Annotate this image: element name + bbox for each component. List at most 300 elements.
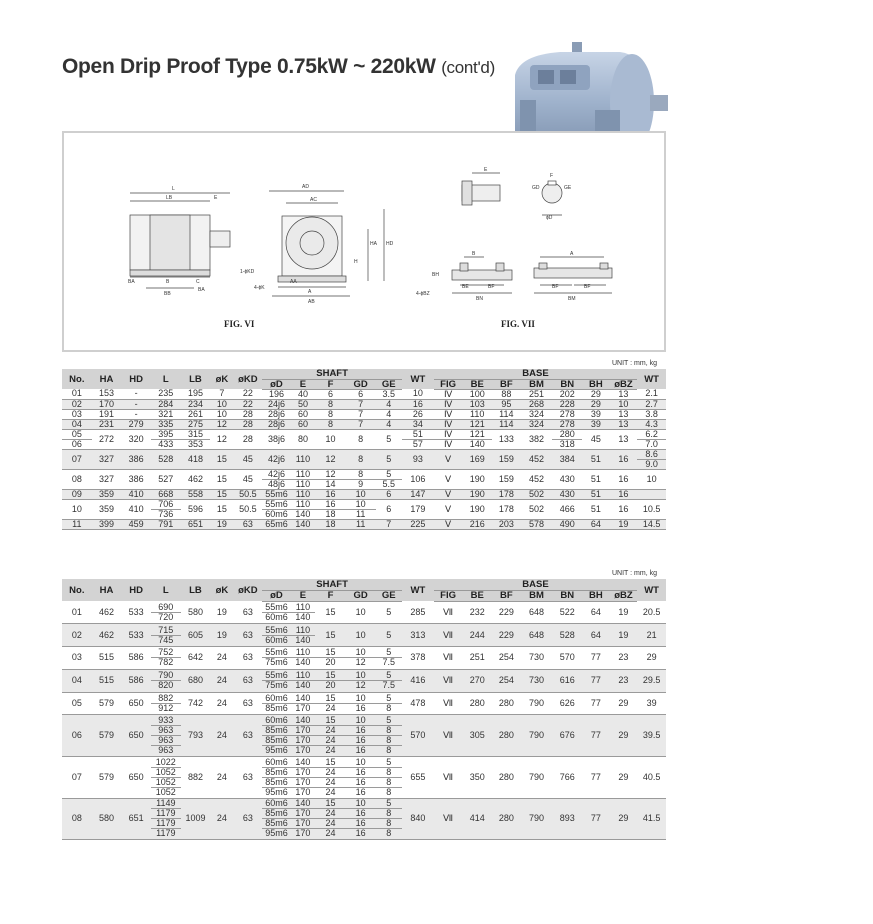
cell-ge: 7 bbox=[376, 519, 403, 529]
th2-bf: BF bbox=[492, 590, 521, 601]
cell-be: 140 bbox=[462, 439, 492, 449]
cell-gd-line: 16 bbox=[346, 726, 376, 736]
cell-f bbox=[315, 692, 346, 715]
label-bf-left: BF bbox=[552, 284, 559, 290]
cell-gd-line: 12 bbox=[355, 680, 366, 691]
cell-d-line: 95m6 bbox=[265, 745, 288, 756]
th-shaft: SHAFT bbox=[262, 369, 402, 379]
cell-e-line: 140 bbox=[295, 634, 311, 645]
label-c: C bbox=[196, 279, 200, 285]
cell-l-line: 1179 bbox=[151, 809, 181, 819]
cell-f-line: 20 bbox=[325, 657, 336, 668]
label-ba: BA bbox=[128, 279, 135, 285]
cell-kd: 22 bbox=[234, 389, 263, 399]
cell-be: 121 bbox=[462, 429, 492, 439]
label-shaft-e: E bbox=[484, 167, 488, 173]
cell-l-line: 690 bbox=[151, 603, 181, 613]
cell-bm: 790 bbox=[521, 757, 553, 799]
th2-bn: BN bbox=[552, 590, 582, 601]
th-wt: WT bbox=[402, 369, 434, 389]
cell-f: 15 bbox=[315, 624, 346, 647]
cell-d-line: 55m6 bbox=[262, 603, 291, 613]
cell-no: 05 bbox=[62, 429, 92, 439]
cell-gd-line: 16 bbox=[346, 778, 376, 788]
table-row bbox=[62, 624, 666, 647]
th-bz: øBZ bbox=[610, 379, 638, 389]
cell-ha: 462 bbox=[92, 601, 122, 624]
cell-ge-line: 8 bbox=[386, 745, 392, 756]
cell-lb: 742 bbox=[181, 692, 211, 715]
cell-d bbox=[262, 757, 291, 799]
cell-e-line: 170 bbox=[291, 778, 315, 788]
cell-l bbox=[151, 715, 181, 757]
cell-d: 28ϳ6 bbox=[262, 409, 291, 419]
cell-gd: 10 bbox=[346, 489, 376, 499]
cell-l bbox=[151, 669, 181, 692]
label-base-a: A bbox=[570, 251, 574, 257]
cell-wt: 313 bbox=[402, 624, 434, 647]
cell-d-line: 60m6 bbox=[262, 694, 291, 704]
cell-gd-line: 16 bbox=[355, 786, 366, 797]
cell-l: 235 bbox=[151, 389, 181, 399]
cell-bm: 502 bbox=[521, 499, 553, 519]
cell-bz: 23 bbox=[610, 647, 638, 670]
cell-k: 24 bbox=[210, 692, 233, 715]
cell-k: 10 bbox=[210, 399, 233, 409]
cell-bm: 324 bbox=[521, 419, 553, 429]
cell-bz: 29 bbox=[610, 692, 638, 715]
cell-bz: 19 bbox=[610, 519, 638, 529]
cell-wt: 225 bbox=[402, 519, 434, 529]
cell-fig: Ⅶ bbox=[434, 647, 463, 670]
cell-ge-line: 5 bbox=[376, 799, 403, 809]
cell-wt2: 4.3 bbox=[637, 419, 666, 429]
th2-shaft: SHAFT bbox=[262, 579, 402, 590]
cell-k: 24 bbox=[210, 798, 233, 840]
th2-wt2: WT bbox=[637, 579, 666, 601]
cell-kd: 63 bbox=[234, 601, 263, 624]
cell-be: 216 bbox=[462, 519, 492, 529]
cell-d-line: 55m6 bbox=[262, 648, 291, 658]
cell-ge-line: 8 bbox=[376, 809, 403, 819]
cell-e: 80 bbox=[291, 429, 315, 449]
cell-f-line: 24 bbox=[325, 828, 336, 839]
cell-l-line: 1052 bbox=[155, 786, 176, 797]
cell-fig: Ⅴ bbox=[434, 469, 463, 489]
cell-kd: 63 bbox=[234, 669, 263, 692]
cell-no: 06 bbox=[62, 439, 92, 449]
cell-d-line: 55m6 bbox=[262, 626, 291, 636]
cell-wt2: 41.5 bbox=[637, 798, 666, 840]
cell-bf: 280 bbox=[492, 692, 521, 715]
cell-ge: 5.5 bbox=[376, 479, 403, 489]
cell-ge-line: 5 bbox=[376, 758, 403, 768]
cell-l: 528 bbox=[151, 449, 181, 469]
cell-l bbox=[151, 757, 181, 799]
th2-ge: GE bbox=[376, 590, 403, 601]
cell-be: 280 bbox=[462, 692, 492, 715]
cell-d-line: 85m6 bbox=[262, 736, 291, 746]
cell-e: 110 bbox=[291, 469, 315, 479]
cell-wt: 34 bbox=[402, 419, 434, 429]
cell-wt: 179 bbox=[402, 499, 434, 519]
cell-hd: 279 bbox=[121, 419, 151, 429]
table-row bbox=[62, 519, 666, 529]
cell-ha: 153 bbox=[92, 389, 122, 399]
cell-kd: 45 bbox=[234, 469, 263, 489]
cell-be: 100 bbox=[462, 389, 492, 399]
th2-no: No. bbox=[62, 579, 92, 601]
cell-e: 50 bbox=[291, 399, 315, 409]
cell-bz: 16 bbox=[610, 469, 638, 489]
cell-d-line: 60m6 bbox=[262, 799, 291, 809]
cell-gd: 11 bbox=[346, 519, 376, 529]
cell-bn: 626 bbox=[552, 692, 582, 715]
th-d: øD bbox=[262, 379, 291, 389]
cell-wt: 10 bbox=[402, 389, 434, 399]
cell-gd bbox=[346, 757, 376, 799]
cell-wt: 147 bbox=[402, 489, 434, 499]
cell-d-line: 60m6 bbox=[265, 611, 288, 622]
th-bn: BN bbox=[552, 379, 582, 389]
cell-wt2: 9.0 bbox=[637, 459, 666, 469]
cell-bm: 648 bbox=[521, 601, 553, 624]
cell-bf: 254 bbox=[492, 669, 521, 692]
cell-e: 110 bbox=[291, 499, 315, 509]
cell-hd: 410 bbox=[121, 499, 151, 519]
th-f: F bbox=[315, 379, 346, 389]
cell-d-line: 85m6 bbox=[262, 809, 291, 819]
cell-e: 140 bbox=[291, 519, 315, 529]
th-bf: BF bbox=[492, 379, 521, 389]
cell-kd: 63 bbox=[234, 757, 263, 799]
cell-lb: 275 bbox=[181, 419, 211, 429]
cell-bm: 578 bbox=[521, 519, 553, 529]
cell-f-line: 24 bbox=[315, 778, 346, 788]
cell-bz: 13 bbox=[610, 389, 638, 399]
cell-ha: 579 bbox=[92, 692, 122, 715]
cell-wt: 106 bbox=[402, 469, 434, 489]
cell-wt: 570 bbox=[402, 715, 434, 757]
cell-k: 24 bbox=[210, 647, 233, 670]
cell-gd-line: 10 bbox=[346, 671, 376, 681]
th2-l: L bbox=[151, 579, 181, 601]
cell-wt2: 3.8 bbox=[637, 409, 666, 419]
cell-f-line: 20 bbox=[325, 680, 336, 691]
cell-ha: 327 bbox=[92, 469, 122, 489]
cell-kd: 45 bbox=[234, 449, 263, 469]
cell-ge-line: 7.5 bbox=[382, 680, 396, 691]
cell-e: 60 bbox=[291, 419, 315, 429]
cell-ha: 515 bbox=[92, 669, 122, 692]
cell-e bbox=[291, 624, 315, 647]
cell-d-line: 60m6 bbox=[265, 634, 288, 645]
cell-d-line: 55m6 bbox=[262, 671, 291, 681]
cell-ge-line: 8 bbox=[386, 828, 392, 839]
cell-bh: 29 bbox=[582, 399, 610, 409]
cell-bf: 178 bbox=[492, 489, 521, 499]
cell-no: 07 bbox=[62, 757, 92, 799]
cell-gd-line: 12 bbox=[355, 657, 366, 668]
cell-wt2: 21 bbox=[637, 624, 666, 647]
cell-bm: 452 bbox=[521, 449, 553, 469]
cell-bn: 278 bbox=[552, 409, 582, 419]
cell-bf: 159 bbox=[492, 469, 521, 489]
th-ge: GE bbox=[376, 379, 403, 389]
th2-gd: GD bbox=[346, 590, 376, 601]
cell-hd: 586 bbox=[121, 647, 151, 670]
cell-hd: 650 bbox=[121, 757, 151, 799]
cell-lb: 605 bbox=[181, 624, 211, 647]
label-lb: LB bbox=[166, 195, 173, 201]
table-row bbox=[62, 399, 666, 409]
cell-be: 103 bbox=[462, 399, 492, 409]
label-ab: AB bbox=[308, 299, 315, 305]
cell-wt2: 29.5 bbox=[637, 669, 666, 692]
cell-e-line: 140 bbox=[295, 611, 311, 622]
cell-f: 18 bbox=[315, 519, 346, 529]
cell-gd: 6 bbox=[346, 389, 376, 399]
cell-f bbox=[315, 757, 346, 799]
spec-table-2 bbox=[62, 579, 666, 840]
cell-bh: 77 bbox=[582, 692, 610, 715]
cell-d: 65m6 bbox=[262, 519, 291, 529]
th-base: BASE bbox=[434, 369, 637, 379]
cell-bf: 88 bbox=[492, 389, 521, 399]
cell-fig: Ⅳ bbox=[434, 439, 463, 449]
cell-wt2: 10 bbox=[637, 469, 666, 489]
cell-bh: 51 bbox=[582, 499, 610, 519]
cell-lb: 195 bbox=[181, 389, 211, 399]
cell-f: 16 bbox=[315, 499, 346, 509]
unit-label-1: UNIT : mm, kg bbox=[612, 360, 657, 367]
cell-lb: 558 bbox=[181, 489, 211, 499]
th-fig: FIG bbox=[434, 379, 463, 389]
cell-bm: 324 bbox=[521, 409, 553, 419]
cell-f: 14 bbox=[315, 479, 346, 489]
cell-l-line: 933 bbox=[151, 716, 181, 726]
cell-hd: 410 bbox=[121, 489, 151, 499]
cell-kd: 63 bbox=[234, 692, 263, 715]
cell-no: 08 bbox=[62, 798, 92, 840]
cell-bf: 203 bbox=[492, 519, 521, 529]
cell-fig: Ⅶ bbox=[434, 798, 463, 840]
cell-gd-line: 16 bbox=[346, 736, 376, 746]
cell-bz: 10 bbox=[610, 399, 638, 409]
cell-wt: 285 bbox=[402, 601, 434, 624]
cell-k: 12 bbox=[210, 419, 233, 429]
cell-be: 190 bbox=[462, 469, 492, 489]
cell-fig: Ⅶ bbox=[434, 601, 463, 624]
cell-gd-line: 16 bbox=[355, 828, 366, 839]
cell-bf: 95 bbox=[492, 399, 521, 409]
label-bf-right: BF bbox=[584, 284, 591, 290]
cell-f-line: 24 bbox=[315, 726, 346, 736]
cell-ge bbox=[376, 715, 403, 757]
cell-ge-line: 8 bbox=[376, 726, 403, 736]
cell-d-line: 85m6 bbox=[262, 778, 291, 788]
cell-ge: 5 bbox=[376, 469, 403, 479]
cell-f bbox=[315, 798, 346, 840]
title-suffix: (cont'd) bbox=[441, 58, 495, 77]
cell-no: 05 bbox=[62, 692, 92, 715]
cell-ge-line: 8 bbox=[376, 778, 403, 788]
cell-ge: 4 bbox=[376, 419, 403, 429]
cell-ge bbox=[376, 757, 403, 799]
cell-fig: Ⅴ bbox=[434, 519, 463, 529]
cell-d bbox=[262, 669, 291, 692]
cell-gd-line: 10 bbox=[346, 758, 376, 768]
label-hd: HD bbox=[386, 241, 394, 247]
cell-k: 19 bbox=[210, 519, 233, 529]
cell-e-line: 170 bbox=[295, 786, 311, 797]
cell-f-line: 24 bbox=[315, 736, 346, 746]
cell-wt2: 6.2 bbox=[637, 429, 666, 439]
cell-e: 110 bbox=[291, 449, 315, 469]
cell-ge: 5 bbox=[376, 449, 403, 469]
cell-k: 15 bbox=[210, 489, 233, 499]
cell-fig: Ⅴ bbox=[434, 449, 463, 469]
cell-k: 15 bbox=[210, 499, 233, 519]
th-e: E bbox=[291, 379, 315, 389]
cell-d: 48ϳ6 bbox=[262, 479, 291, 489]
cell-e bbox=[291, 798, 315, 840]
cell-gd: 7 bbox=[346, 399, 376, 409]
cell-ge: 6 bbox=[376, 499, 403, 519]
cell-be: 190 bbox=[462, 489, 492, 499]
cell-f-line: 15 bbox=[315, 671, 346, 681]
cell-be: 169 bbox=[462, 449, 492, 469]
cell-bn: 616 bbox=[552, 669, 582, 692]
cell-d bbox=[262, 647, 291, 670]
cell-ge-line: 7.5 bbox=[382, 657, 396, 668]
table-row bbox=[62, 449, 666, 459]
cell-kd: 22 bbox=[234, 399, 263, 409]
cell-bh: 39 bbox=[582, 419, 610, 429]
cell-wt: 16 bbox=[402, 399, 434, 409]
cell-e: 110 bbox=[291, 479, 315, 489]
cell-ge bbox=[376, 647, 403, 670]
cell-gd: 7 bbox=[346, 419, 376, 429]
cell-d-line: 60m6 bbox=[262, 716, 291, 726]
cell-be: 110 bbox=[462, 409, 492, 419]
cell-hd: 651 bbox=[121, 798, 151, 840]
th-k: øK bbox=[210, 369, 233, 389]
cell-bz: 29 bbox=[610, 798, 638, 840]
cell-l-line: 963 bbox=[151, 736, 181, 746]
cell-wt: 416 bbox=[402, 669, 434, 692]
cell-d-line: 85m6 bbox=[262, 819, 291, 829]
th2-be: BE bbox=[462, 590, 492, 601]
cell-ge: 5 bbox=[376, 601, 403, 624]
th2-base: BASE bbox=[434, 579, 637, 590]
cell-bn: 280 bbox=[552, 429, 582, 439]
cell-kd: 28 bbox=[234, 429, 263, 449]
cell-k: 12 bbox=[210, 429, 233, 449]
label-bf: BF bbox=[488, 284, 495, 290]
cell-bn: 528 bbox=[552, 624, 582, 647]
cell-fig: Ⅶ bbox=[434, 692, 463, 715]
label-ge: GE bbox=[564, 185, 572, 191]
cell-l bbox=[151, 798, 181, 840]
cell-fig: Ⅶ bbox=[434, 624, 463, 647]
cell-e-line: 140 bbox=[291, 758, 315, 768]
cell-l-line: 1052 bbox=[151, 778, 181, 788]
cell-kd: 63 bbox=[234, 519, 263, 529]
cell-f: 15 bbox=[315, 601, 346, 624]
label-be: BE bbox=[462, 284, 469, 290]
cell-wt2: 20.5 bbox=[637, 601, 666, 624]
th2-f: F bbox=[315, 590, 346, 601]
cell-e-line: 170 bbox=[291, 736, 315, 746]
cell-bn: 202 bbox=[552, 389, 582, 399]
label-b: B bbox=[166, 279, 170, 285]
cell-d: 60m6 bbox=[262, 509, 291, 519]
cell-k: 24 bbox=[210, 715, 233, 757]
cell-lb: 580 bbox=[181, 601, 211, 624]
cell-f: 8 bbox=[315, 409, 346, 419]
cell-gd-line: 16 bbox=[346, 819, 376, 829]
label-base-b: B bbox=[472, 251, 476, 257]
label-ad: AD bbox=[302, 184, 309, 190]
cell-e-line: 140 bbox=[295, 680, 311, 691]
cell-gd bbox=[346, 692, 376, 715]
cell-bz: 13 bbox=[610, 429, 638, 449]
cell-l-line: 1022 bbox=[151, 758, 181, 768]
cell-bn: 318 bbox=[552, 439, 582, 449]
cell-d-line: 85m6 bbox=[262, 726, 291, 736]
cell-bn: 676 bbox=[552, 715, 582, 757]
cell-gd bbox=[346, 715, 376, 757]
cell-bf: 178 bbox=[492, 499, 521, 519]
cell-wt2: 39.5 bbox=[637, 715, 666, 757]
label-bz: 4-ϕBZ bbox=[416, 291, 430, 297]
cell-no: 02 bbox=[62, 399, 92, 409]
cell-no: 09 bbox=[62, 489, 92, 499]
cell-fig: Ⅴ bbox=[434, 489, 463, 499]
cell-l: 335 bbox=[151, 419, 181, 429]
cell-l-line: 882 bbox=[151, 694, 181, 704]
cell-f-line: 24 bbox=[315, 819, 346, 829]
cell-bh: 45 bbox=[582, 429, 610, 449]
cell-lb: 642 bbox=[181, 647, 211, 670]
th-kd: øKD bbox=[234, 369, 263, 389]
cell-f: 8 bbox=[315, 419, 346, 429]
cell-d: 196 bbox=[262, 389, 291, 399]
cell-l bbox=[151, 692, 181, 715]
cell-d: 38ϳ6 bbox=[262, 429, 291, 449]
cell-l-line: 1179 bbox=[156, 828, 176, 839]
cell-f-line: 24 bbox=[325, 745, 336, 756]
cell-f-line: 15 bbox=[315, 648, 346, 658]
cell-ha: 579 bbox=[92, 715, 122, 757]
cell-gd bbox=[346, 669, 376, 692]
cell-bn: 893 bbox=[552, 798, 582, 840]
cell-lb: 882 bbox=[181, 757, 211, 799]
label-bb: BB bbox=[164, 291, 171, 297]
cell-kd: 28 bbox=[234, 419, 263, 429]
cell-ge-line: 8 bbox=[386, 703, 392, 714]
cell-bm: 730 bbox=[521, 647, 553, 670]
page-title bbox=[62, 55, 495, 79]
cell-ha: 231 bbox=[92, 419, 122, 429]
cell-hd: - bbox=[121, 399, 151, 409]
dimension-drawings bbox=[64, 133, 664, 350]
cell-bf: 114 bbox=[492, 409, 521, 419]
cell-hd: 586 bbox=[121, 669, 151, 692]
cell-be: 251 bbox=[462, 647, 492, 670]
cell-e-line: 140 bbox=[295, 657, 311, 668]
